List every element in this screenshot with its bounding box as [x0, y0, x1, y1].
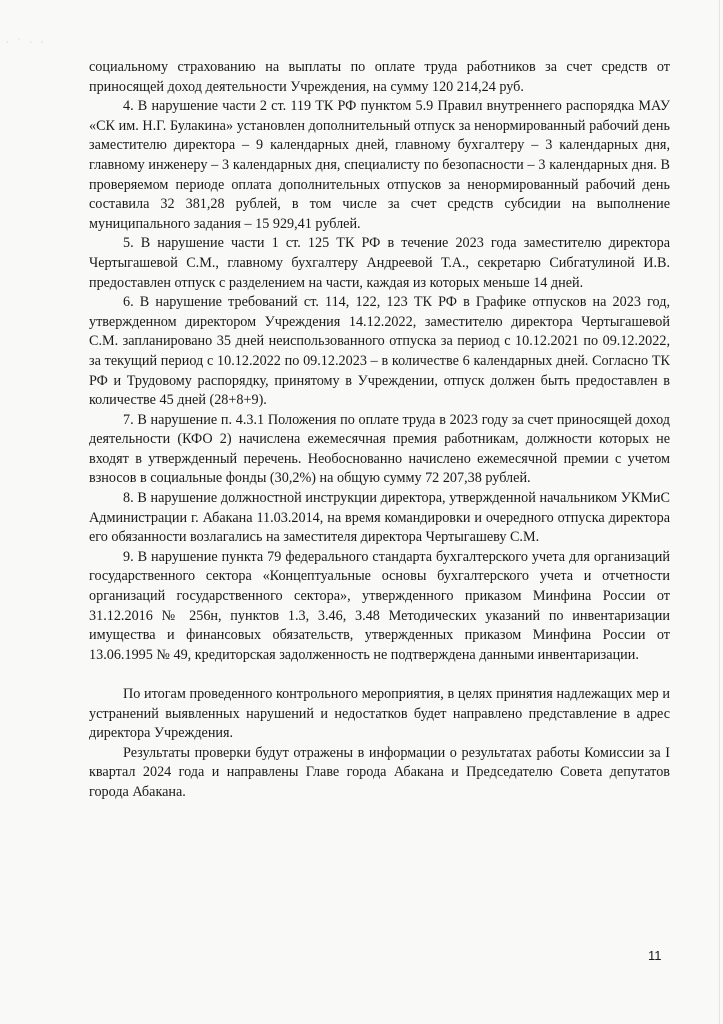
page-number: 11	[648, 948, 662, 963]
item-6-paragraph: 6. В нарушение требований ст. 114, 122, 123 ТК РФ в Графике отпусков на 2023 год, утвержденном директором Учреждения 14.12.2022, заместителю директора Чертыгашевой С.М. запланировано 35 дней неиспользованного отпуска за период с 10.12.2021 по 09.12.2022, за текущий период с 10.12.2022 по 09.12.2023 – в количестве 6 календарных дней. Согласно ТК РФ и Трудовому распорядку, принятому в Учреждении, отпуск должен быть предоставлен в количестве 45 дней (28+8+9).	[89, 294, 670, 409]
continuation-paragraph: социальному страхованию на выплаты по оплате труда работников за счет средств от приносящей доход деятельности Учреждения, на сумму 120 214,24 руб.	[89, 59, 670, 95]
item-4-paragraph: 4. В нарушение части 2 ст. 119 ТК РФ пунктом 5.9 Правил внутреннего распорядка МАУ «СК им. Н.Г. Булакина» установлен дополнительный отпуск за ненормированный рабочий день заместителю директора – 9 календарных дней, главному бухгалтеру – 3 календарных дня, главному инженеру – 3 календарных дня, специалисту по безопасности – 3 календарных дня. В проверяемом периоде оплата дополнительных отпусков за ненормированный рабочий день составила 32 381,28 рублей, в том числе за счет средств субсидии на выполнение муниципального задания – 15 929,41 рублей.	[89, 98, 670, 232]
item-7-paragraph: 7. В нарушение п. 4.3.1 Положения по оплате труда в 2023 году за счет приносящей доход деятельности (КФО 2) начислена ежемесячная премия работникам, должности которых не входят в утвержденный перечень. Необоснованно начислено ежемесячной премии с учетом взносов в социальные фонды (30,2%) на общую сумму 72 207,38 рублей.	[89, 411, 670, 487]
results-paragraph: Результаты проверки будут отражены в информации о результатах работы Комиссии за I квартал 2024 года и направлены Главе города Абакана и Председателю Совета депутатов города Абакана.	[89, 744, 670, 800]
item-9-paragraph: 9. В нарушение пункта 79 федерального стандарта бухгалтерского учета для организаций государственного сектора «Концептуальные основы бухгалтерского учета и отчетности организаций государственного сектора», утвержденного приказом Минфина России от 31.12.2016 № 256н, пунктов 1.3, 3.46, 3.48 Методических указаний по инвентаризации имущества и финансовых обязательств, утвержденных приказом Минфина России от 13.06.1995 № 49, кредиторская задолженность не подтверждена данными инвентаризации.	[89, 548, 670, 663]
item-8-paragraph: 8. В нарушение должностной инструкции директора, утвержденной начальником УКМиС Администрации г. Абакана 11.03.2014, на время командировки и очередного отпуска директора его обязанности возлагались на заместителя директора Чертыгашеву С.М.	[89, 490, 670, 546]
item-5-paragraph: 5. В нарушение части 1 ст. 125 ТК РФ в течение 2023 года заместителю директора Чертыгашевой С.М., главному бухгалтеру Андреевой Т.А., секретарю Сибгатулиной И.В. предоставлен отпуск с разделением на части, каждая из которых меньше 14 дней.	[89, 235, 670, 291]
document-body	[89, 58, 670, 803]
page-edge-line	[719, 0, 720, 1024]
conclusion-paragraph: По итогам проведенного контрольного мероприятия, в целях принятия надлежащих мер и устранений выявленных нарушений и недостатков будет направлено представление в адрес директора Учреждения.	[89, 686, 670, 742]
scan-artifact: · ˙ · ·	[6, 38, 47, 47]
